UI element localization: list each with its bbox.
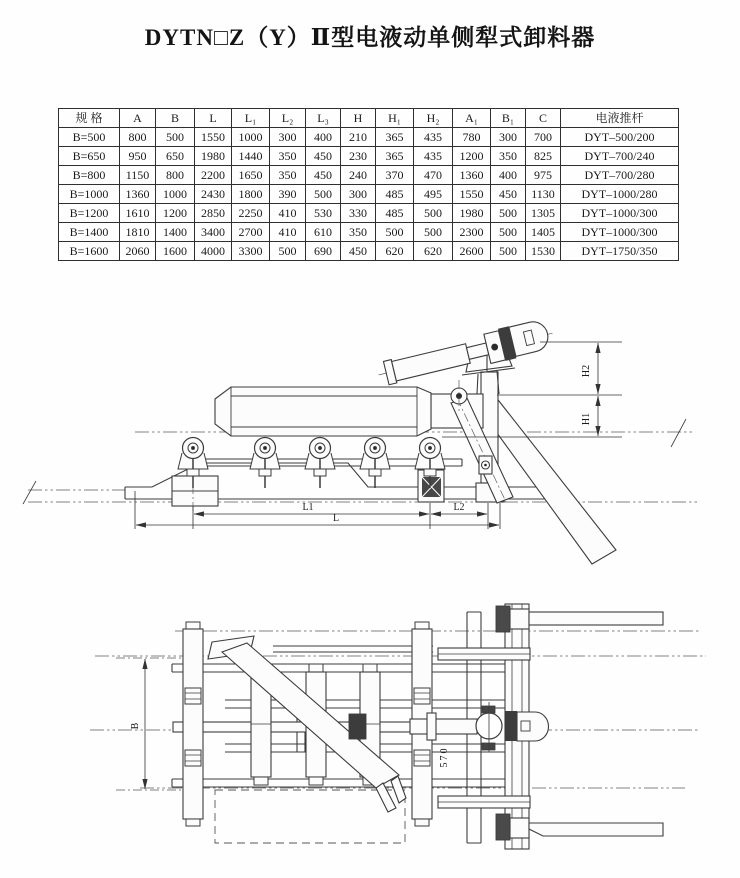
spec-row (59, 185, 679, 204)
spec-row (59, 128, 679, 147)
spec-cell: B=800 (59, 166, 120, 185)
spec-cell: 690 (306, 242, 341, 261)
spec-cell: 2430 (195, 185, 232, 204)
roller (183, 622, 203, 826)
spec-cell: B=1400 (59, 223, 120, 242)
spec-cell: 500 (491, 223, 526, 242)
spec-cell: 610 (306, 223, 341, 242)
centerlines (90, 631, 706, 788)
spec-cell: 230 (341, 147, 376, 166)
spec-cell: 300 (270, 128, 306, 147)
roller (360, 438, 390, 489)
column-header: L₂ (270, 109, 306, 128)
spec-cell: 500 (306, 185, 341, 204)
spec-cell: 2300 (453, 223, 491, 242)
spec-cell: 1980 (195, 147, 232, 166)
spec-cell: 2850 (195, 204, 232, 223)
spec-cell: 1980 (453, 204, 491, 223)
roller (305, 438, 335, 489)
column-header: L₁ (232, 109, 270, 128)
bottom-arm (529, 823, 663, 836)
spec-cell: 780 (453, 128, 491, 147)
spec-cell: 1530 (526, 242, 561, 261)
spec-cell: 1200 (156, 204, 195, 223)
dim-label-h1: H1 (581, 412, 592, 426)
spec-cell: 210 (341, 128, 376, 147)
spec-cell: 390 (270, 185, 306, 204)
spec-cell: B=500 (59, 128, 120, 147)
side-view-drawing (0, 295, 740, 570)
side-view-linework (23, 316, 700, 564)
spec-cell: B=650 (59, 147, 120, 166)
spec-cell: 1305 (526, 204, 561, 223)
column-header: A₁ (453, 109, 491, 128)
spec-cell: 485 (376, 204, 414, 223)
spec-header-row (59, 109, 679, 128)
spec-cell: 350 (270, 166, 306, 185)
spec-cell: 400 (491, 166, 526, 185)
spec-cell: 450 (306, 166, 341, 185)
spec-cell: 330 (341, 204, 376, 223)
spec-cell: 500 (491, 204, 526, 223)
spec-cell: 365 (376, 128, 414, 147)
column-header: 规 格 (59, 109, 120, 128)
spec-cell: 1360 (453, 166, 491, 185)
column-header: A (120, 109, 156, 128)
spec-cell: 435 (414, 128, 453, 147)
spec-cell: DYT–500/200 (561, 128, 679, 147)
spec-cell: 620 (414, 242, 453, 261)
plow-body (215, 387, 483, 436)
spec-cell: 400 (306, 128, 341, 147)
spec-cell: 530 (306, 204, 341, 223)
spec-table (58, 108, 679, 261)
spec-cell: 620 (376, 242, 414, 261)
spec-cell: 450 (491, 185, 526, 204)
spec-cell: 370 (376, 166, 414, 185)
spec-cell: 1650 (232, 166, 270, 185)
spec-cell: B=1000 (59, 185, 120, 204)
spec-cell: 1550 (195, 128, 232, 147)
column-header: H₂ (414, 109, 453, 128)
column-header: H₁ (376, 109, 414, 128)
spec-cell: DYT–1750/350 (561, 242, 679, 261)
column-header: H (341, 109, 376, 128)
spec-cell: 500 (270, 242, 306, 261)
spec-cell: 500 (491, 242, 526, 261)
spec-cell: 1610 (120, 204, 156, 223)
spec-cell: 1000 (232, 128, 270, 147)
spec-cell: 1400 (156, 223, 195, 242)
dim-label-b: B (130, 722, 141, 730)
column-header: L (195, 109, 232, 128)
spec-cell: DYT–1000/300 (561, 223, 679, 242)
spec-cell: 2250 (232, 204, 270, 223)
spec-cell: 300 (491, 128, 526, 147)
spec-cell: 3400 (195, 223, 232, 242)
top-view-drawing (0, 590, 740, 878)
spec-cell: 825 (526, 147, 561, 166)
spec-cell: 435 (414, 147, 453, 166)
dim-label-l2: L2 (453, 502, 465, 513)
spec-cell: 4000 (195, 242, 232, 261)
spec-cell: 2060 (120, 242, 156, 261)
spec-cell: B=1600 (59, 242, 120, 261)
roller (250, 438, 280, 489)
spec-cell: 500 (156, 128, 195, 147)
spec-cell: 500 (414, 223, 453, 242)
spec-cell: 1440 (232, 147, 270, 166)
spec-cell: 800 (156, 166, 195, 185)
spec-cell: 2600 (453, 242, 491, 261)
spec-cell: 950 (120, 147, 156, 166)
spec-cell: 1810 (120, 223, 156, 242)
spec-row (59, 166, 679, 185)
spec-cell: 500 (414, 204, 453, 223)
top-view-dimensions (116, 658, 182, 790)
dim-label-l1: L1 (302, 502, 314, 513)
top-arm (529, 612, 663, 625)
spec-cell: 2200 (195, 166, 232, 185)
spec-cell: 350 (270, 147, 306, 166)
spec-cell: B=1200 (59, 204, 120, 223)
spec-cell: 1130 (526, 185, 561, 204)
spec-cell: 470 (414, 166, 453, 185)
spec-cell: 495 (414, 185, 453, 204)
spec-cell: 975 (526, 166, 561, 185)
column-header: B (156, 109, 195, 128)
column-header: 电液推杆 (561, 109, 679, 128)
spec-cell: DYT–1000/280 (561, 185, 679, 204)
spec-cell: 450 (341, 242, 376, 261)
column-header: C (526, 109, 561, 128)
spec-cell: 1200 (453, 147, 491, 166)
dim-label-570: 570 (439, 746, 450, 768)
spec-cell: 350 (341, 223, 376, 242)
spec-cell: 1360 (120, 185, 156, 204)
spec-cell: 650 (156, 147, 195, 166)
spec-cell: 365 (376, 147, 414, 166)
spec-cell: 450 (306, 147, 341, 166)
spec-cell: 410 (270, 204, 306, 223)
spec-cell: 3300 (232, 242, 270, 261)
top-view-linework (90, 604, 706, 849)
spec-cell: 800 (120, 128, 156, 147)
spec-row (59, 204, 679, 223)
travel-envelope (215, 790, 405, 843)
hydraulic-pusher (375, 316, 560, 391)
spec-row (59, 242, 679, 261)
spec-cell: 700 (526, 128, 561, 147)
spec-cell: 1800 (232, 185, 270, 204)
spec-row (59, 147, 679, 166)
page-title: DYTN□Z（Y）Ⅱ型电液动单侧犁式卸料器 (144, 25, 596, 50)
spec-cell: 240 (341, 166, 376, 185)
column-header: L₃ (306, 109, 341, 128)
spec-cell: 350 (491, 147, 526, 166)
spec-cell: 1150 (120, 166, 156, 185)
column-header: B₁ (491, 109, 526, 128)
spec-cell: DYT–1000/300 (561, 204, 679, 223)
motor-collar (505, 711, 517, 741)
spec-cell: 1600 (156, 242, 195, 261)
spec-cell: 2700 (232, 223, 270, 242)
spec-cell: 485 (376, 185, 414, 204)
frame-rails (172, 646, 510, 787)
spec-cell: 410 (270, 223, 306, 242)
spec-cell: 500 (376, 223, 414, 242)
spec-cell: 1000 (156, 185, 195, 204)
spec-row (59, 223, 679, 242)
spec-cell: 1405 (526, 223, 561, 242)
spec-cell: DYT–700/280 (561, 166, 679, 185)
spec-cell: 1550 (453, 185, 491, 204)
spec-cell: DYT–700/240 (561, 147, 679, 166)
spec-cell: 300 (341, 185, 376, 204)
dim-label-l: L (332, 513, 340, 524)
dim-label-h2: H2 (581, 364, 592, 378)
